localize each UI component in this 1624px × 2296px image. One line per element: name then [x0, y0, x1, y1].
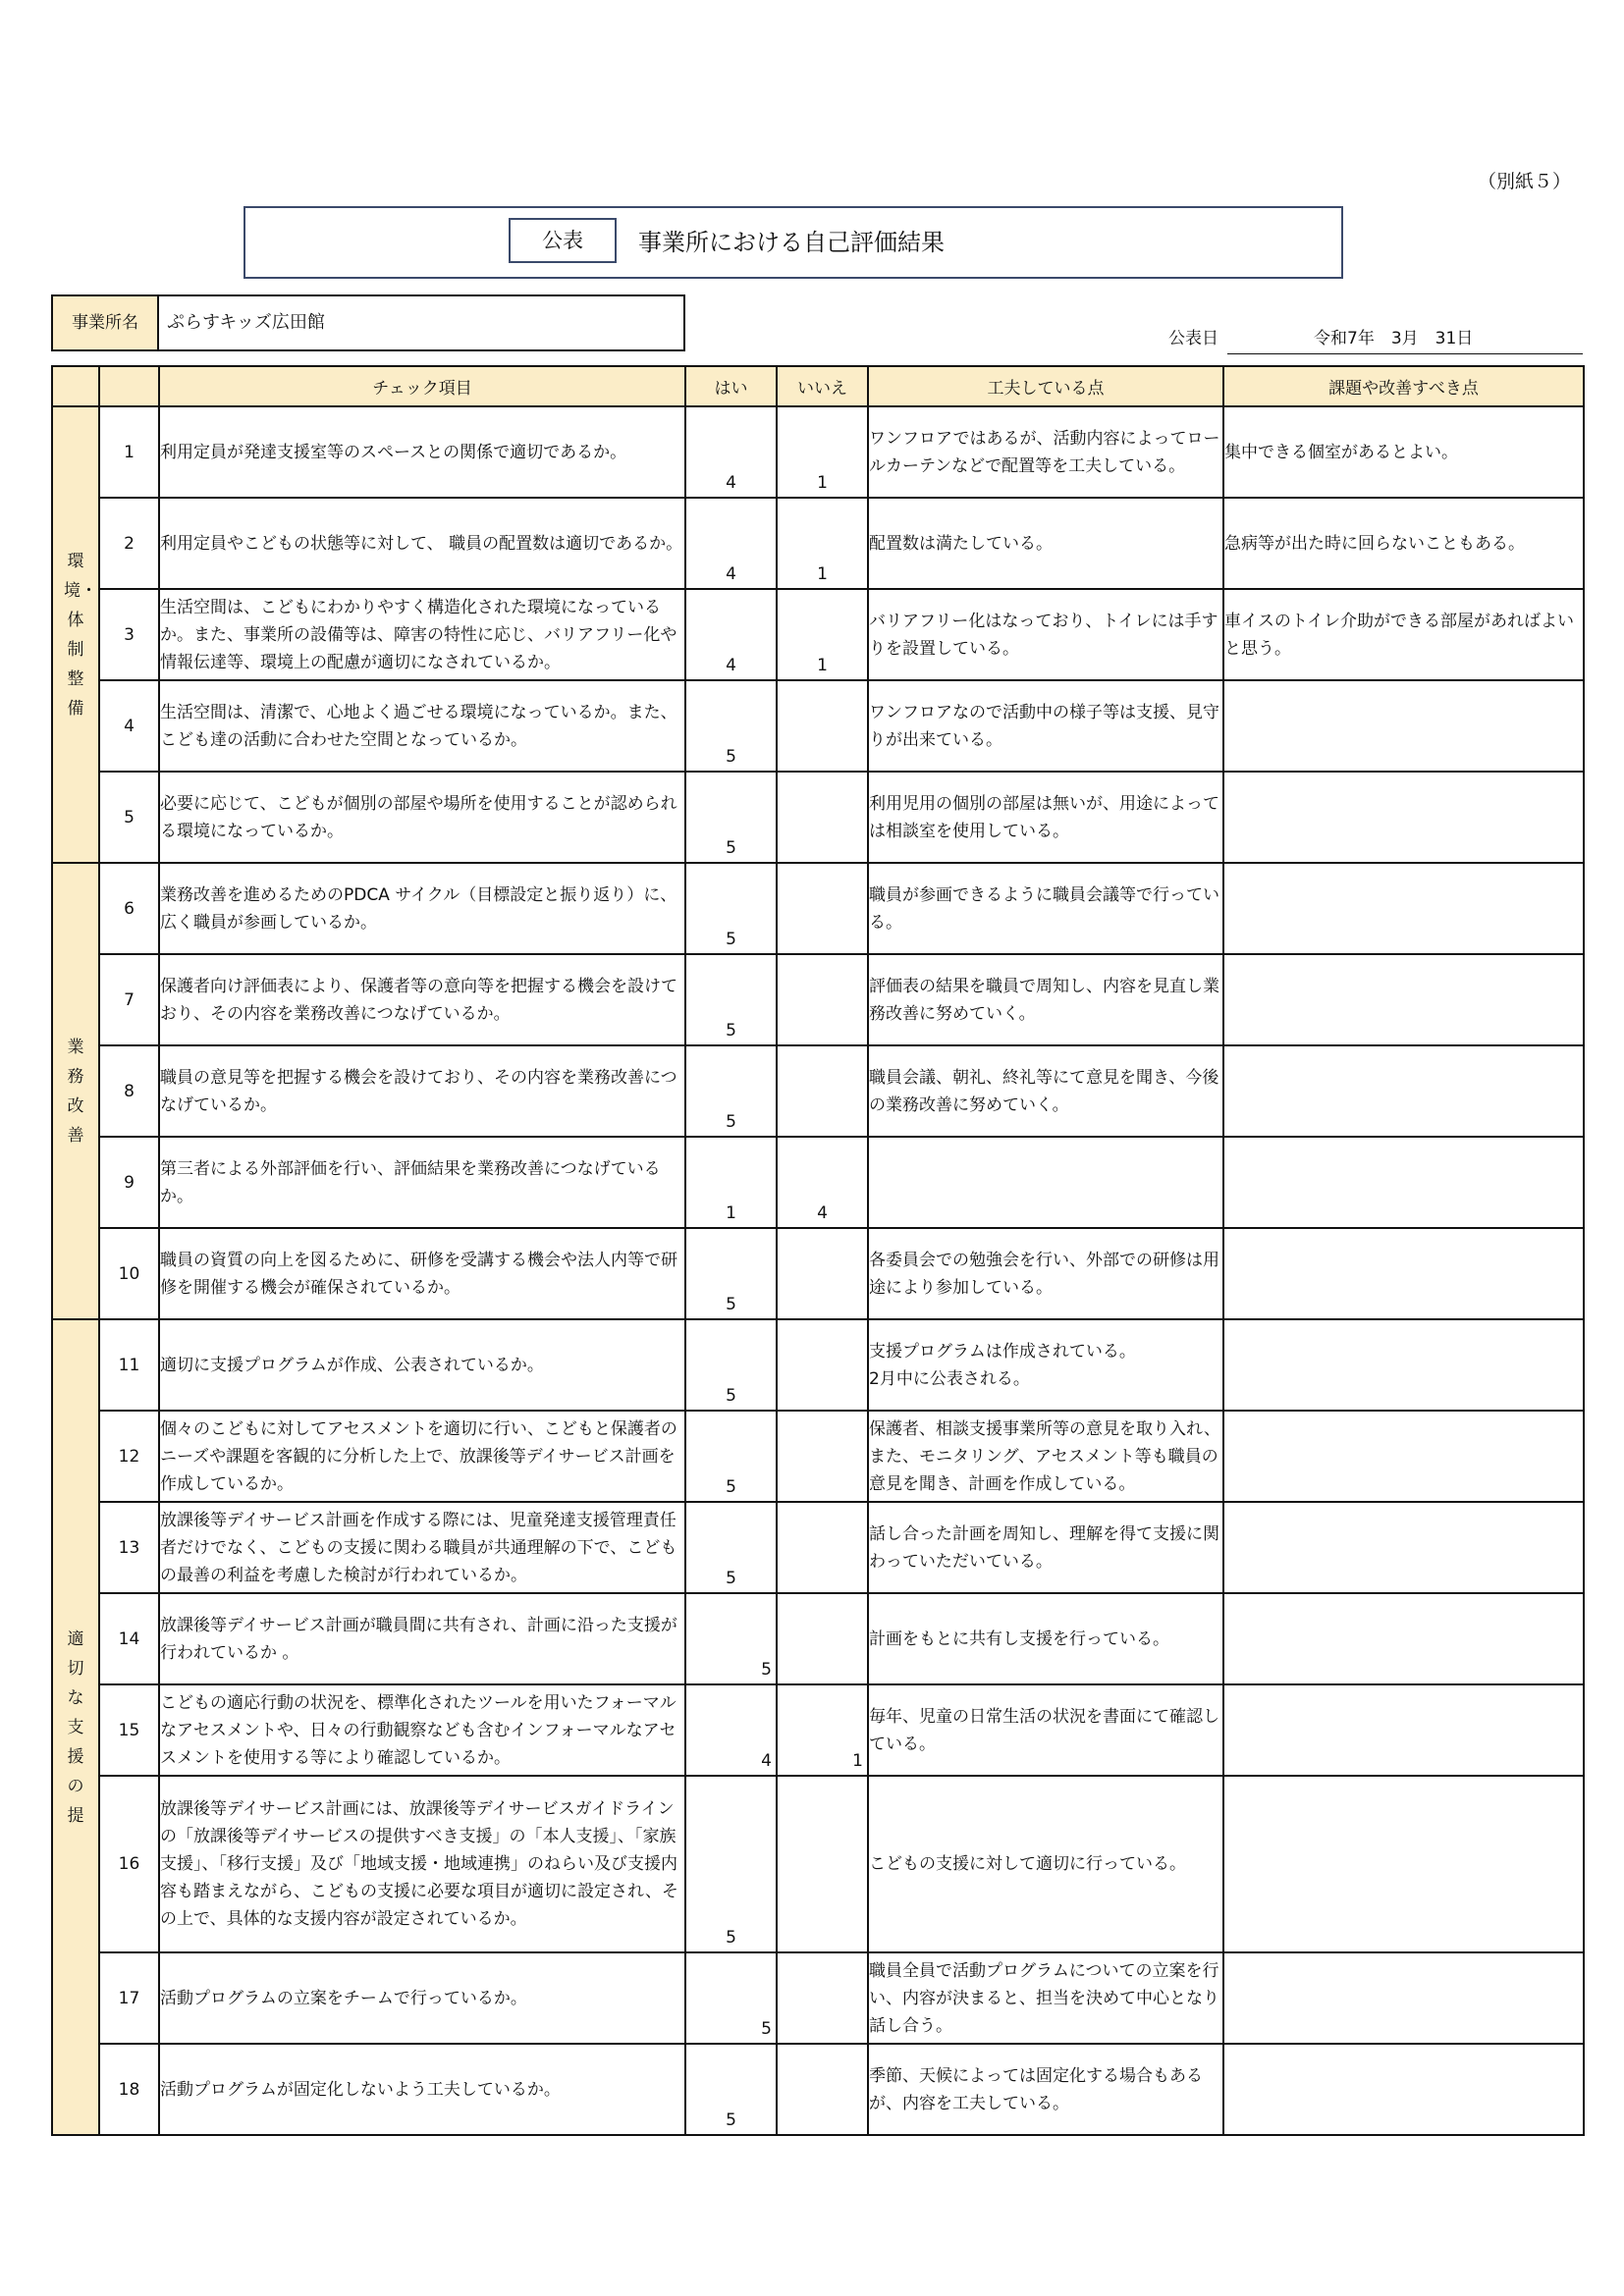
table-row	[52, 1137, 1584, 1228]
category-label: 環境・体制整備	[64, 551, 97, 719]
yes-count: 5	[726, 838, 736, 858]
yes-count-cell	[685, 498, 777, 589]
yes-count-cell	[685, 1411, 777, 1502]
effort-text: 職員会議、朝礼、終礼等にて意見を聞き、今後の業務改善に努めていく。	[868, 1045, 1223, 1137]
row-number: 1	[99, 406, 159, 498]
effort-text: 職員が参画できるように職員会議等で行っている。	[868, 863, 1223, 954]
annex-label: （別紙５）	[1477, 171, 1571, 192]
issue-text	[1223, 1045, 1584, 1137]
check-item: 保護者向け評価表により、保護者等の意向等を把握する機会を設けており、その内容を業務改善につなげているか。	[159, 954, 685, 1045]
issue-text	[1223, 1137, 1584, 1228]
check-item: こどもの適応行動の状況を、標準化されたツールを用いたフォーマルなアセスメントや、日々の行動観察なども含むインフォーマルなアセスメントを使用する等により確認しているか。	[159, 1684, 685, 1776]
page-title: 事業所における自己評価結果	[638, 229, 945, 256]
yes-count: 5	[726, 1295, 736, 1314]
issue-text	[1223, 1952, 1584, 2044]
publication-date: 令和7年 3月 31日	[1314, 329, 1474, 348]
issue-text	[1223, 1228, 1584, 1319]
check-item: 適切に支援プログラムが作成、公表されているか。	[159, 1319, 685, 1411]
table-row	[52, 1952, 1584, 2044]
row-number: 12	[99, 1411, 159, 1502]
no-count-cell	[777, 1502, 868, 1593]
row-number: 13	[99, 1502, 159, 1593]
publication-label: 公表日	[1168, 329, 1218, 348]
row-number: 17	[99, 1952, 159, 2044]
check-item: 必要に応じて、こどもが個別の部屋や場所を使用することが認められる環境になっているか。	[159, 772, 685, 863]
issue-text	[1223, 2044, 1584, 2135]
effort-text: 利用児用の個別の部屋は無いが、用途によっては相談室を使用している。	[868, 772, 1223, 863]
header-issue: 課題や改善すべき点	[1223, 366, 1584, 406]
effort-text	[868, 1137, 1223, 1228]
category-cell	[52, 406, 99, 863]
yes-count-cell	[685, 1952, 777, 2044]
effort-text: 評価表の結果を職員で周知し、内容を見直し業務改善に努めていく。	[868, 954, 1223, 1045]
no-count-cell	[777, 1319, 868, 1411]
publication-underline	[1227, 353, 1583, 354]
yes-count-cell	[685, 1137, 777, 1228]
table-header-row	[52, 366, 1584, 406]
effort-text: 各委員会での勉強会を行い、外部での研修は用途により参加している。	[868, 1228, 1223, 1319]
no-count-cell	[777, 1684, 868, 1776]
yes-count-cell	[685, 1502, 777, 1593]
header-yes: はい	[685, 366, 777, 406]
no-count-cell	[777, 1228, 868, 1319]
no-count: 1	[817, 656, 828, 675]
check-item: 第三者による外部評価を行い、評価結果を業務改善につなげているか。	[159, 1137, 685, 1228]
no-count-cell	[777, 1776, 868, 1952]
issue-text	[1223, 772, 1584, 863]
yes-count-cell	[685, 589, 777, 680]
header-effort: 工夫している点	[868, 366, 1223, 406]
effort-text: 毎年、児童の日常生活の状況を書面にて確認している。	[868, 1684, 1223, 1776]
no-count-cell	[777, 498, 868, 589]
yes-count-cell	[685, 954, 777, 1045]
no-count: 4	[817, 1203, 828, 1223]
yes-count-cell	[685, 1684, 777, 1776]
row-number: 14	[99, 1593, 159, 1684]
row-number: 18	[99, 2044, 159, 2135]
row-number: 2	[99, 498, 159, 589]
effort-text: 季節、天候によっては固定化する場合もあるが、内容を工夫している。	[868, 2044, 1223, 2135]
yes-count: 1	[726, 1203, 736, 1223]
yes-count: 4	[726, 473, 736, 493]
issue-text	[1223, 680, 1584, 772]
no-count-cell	[777, 1411, 868, 1502]
yes-count: 5	[726, 1386, 736, 1406]
row-number: 8	[99, 1045, 159, 1137]
table-row	[52, 1045, 1584, 1137]
table-row	[52, 1319, 1584, 1411]
table-row	[52, 772, 1584, 863]
no-count-cell	[777, 1137, 868, 1228]
table-row	[52, 1228, 1584, 1319]
facility-box	[51, 294, 685, 351]
check-item: 利用定員が発達支援室等のスペースとの関係で適切であるか。	[159, 406, 685, 498]
yes-count-cell	[685, 680, 777, 772]
table-row	[52, 2044, 1584, 2135]
table-row	[52, 954, 1584, 1045]
check-item: 利用定員やこどもの状態等に対して、 職員の配置数は適切であるか。	[159, 498, 685, 589]
yes-count: 4	[726, 656, 736, 675]
row-number: 7	[99, 954, 159, 1045]
title-box	[244, 206, 1343, 279]
check-item: 職員の意見等を把握する機会を設けており、その内容を業務改善につなげているか。	[159, 1045, 685, 1137]
no-count-cell	[777, 1952, 868, 2044]
table-row	[52, 1411, 1584, 1502]
yes-count-cell	[685, 1319, 777, 1411]
row-number: 4	[99, 680, 159, 772]
yes-count-cell	[685, 863, 777, 954]
check-item: 生活空間は、こどもにわかりやすく構造化された環境になっているか。また、事業所の設備等は、障害の特性に応じ、バリアフリー化や情報伝達等、環境上の配慮が適切になされているか。	[159, 589, 685, 680]
row-number: 16	[99, 1776, 159, 1952]
row-number: 11	[99, 1319, 159, 1411]
yes-count: 5	[726, 1569, 736, 1588]
yes-count-cell	[685, 1228, 777, 1319]
effort-text: バリアフリー化はなっており、トイレには手すりを設置している。	[868, 589, 1223, 680]
header-no: いいえ	[777, 366, 868, 406]
issue-text: 車イスのトイレ介助ができる部屋があればよいと思う。	[1223, 589, 1584, 680]
issue-text	[1223, 1593, 1584, 1684]
yes-count-cell	[685, 2044, 777, 2135]
table-row	[52, 1502, 1584, 1593]
yes-count: 5	[761, 2019, 772, 2039]
effort-text: ワンフロアではあるが、活動内容によってロールカーテンなどで配置等を工夫している。	[868, 406, 1223, 498]
yes-count-cell	[685, 1593, 777, 1684]
table-row	[52, 406, 1584, 498]
table-row	[52, 680, 1584, 772]
yes-count: 5	[726, 1477, 736, 1497]
effort-text: 計画をもとに共有し支援を行っている。	[868, 1593, 1223, 1684]
table-row	[52, 1684, 1584, 1776]
issue-text	[1223, 954, 1584, 1045]
table-row	[52, 1776, 1584, 1952]
yes-count: 5	[726, 2110, 736, 2130]
header-category	[52, 366, 99, 406]
check-item: 活動プログラムが固定化しないよう工夫しているか。	[159, 2044, 685, 2135]
no-count-cell	[777, 2044, 868, 2135]
header-item: チェック項目	[159, 366, 685, 406]
category-cell	[52, 1319, 99, 2135]
no-count-cell	[777, 1593, 868, 1684]
check-item: 放課後等デイサービス計画には、放課後等デイサービスガイドラインの「放課後等デイサービスの提供すべき支援」の「本人支援」、「家族支援」、「移行支援」及び「地域支援・地域連携」のねらい及び支援内容も踏まえながら、こどもの支援に必要な項目が適切に設定され、その上で、具体的な支援内容が設定されているか。	[159, 1776, 685, 1952]
no-count-cell	[777, 954, 868, 1045]
row-number: 3	[99, 589, 159, 680]
check-item: 活動プログラムの立案をチームで行っているか。	[159, 1952, 685, 2044]
facility-name: ぷらすキッズ広田館	[167, 312, 325, 333]
self-evaluation-table	[51, 365, 1585, 2136]
effort-text: ワンフロアなので活動中の様子等は支援、見守りが出来ている。	[868, 680, 1223, 772]
yes-count-cell	[685, 772, 777, 863]
check-item: 職員の資質の向上を図るために、研修を受講する機会や法人内等で研修を開催する機会が確保されているか。	[159, 1228, 685, 1319]
yes-count: 5	[726, 930, 736, 949]
facility-label: 事業所名	[53, 296, 159, 349]
header-number	[99, 366, 159, 406]
yes-count: 5	[726, 1021, 736, 1041]
issue-text	[1223, 1502, 1584, 1593]
effort-text: 支援プログラムは作成されている。 2月中に公表される。	[868, 1319, 1223, 1411]
no-count-cell	[777, 1045, 868, 1137]
yes-count: 5	[726, 1112, 736, 1132]
yes-count: 4	[726, 564, 736, 584]
no-count-cell	[777, 406, 868, 498]
yes-count-cell	[685, 1045, 777, 1137]
yes-count: 5	[726, 747, 736, 767]
issue-text	[1223, 863, 1584, 954]
check-item: 放課後等デイサービス計画が職員間に共有され、計画に沿った支援が行われているか 。	[159, 1593, 685, 1684]
no-count-cell	[777, 589, 868, 680]
check-item: 個々のこどもに対してアセスメントを適切に行い、こどもと保護者のニーズや課題を客観的に分析した上で、放課後等デイサービス計画を作成しているか。	[159, 1411, 685, 1502]
yes-count: 5	[761, 1660, 772, 1680]
effort-text: 話し合った計画を周知し、理解を得て支援に関わっていただいている。	[868, 1502, 1223, 1593]
no-count-cell	[777, 772, 868, 863]
no-count-cell	[777, 680, 868, 772]
yes-count-cell	[685, 406, 777, 498]
row-number: 15	[99, 1684, 159, 1776]
issue-text	[1223, 1684, 1584, 1776]
effort-text: 配置数は満たしている。	[868, 498, 1223, 589]
effort-text: 職員全員で活動プログラムについての立案を行い、内容が決まると、担当を決めて中心となり話し合う。	[868, 1952, 1223, 2044]
table-row	[52, 498, 1584, 589]
effort-text: 保護者、相談支援事業所等の意見を取り入れ、また、モニタリング、アセスメント等も職員の意見を聞き、計画を作成している。	[868, 1411, 1223, 1502]
row-number: 9	[99, 1137, 159, 1228]
row-number: 10	[99, 1228, 159, 1319]
no-count: 1	[817, 473, 828, 493]
table-row	[52, 863, 1584, 954]
issue-text	[1223, 1776, 1584, 1952]
yes-count-cell	[685, 1776, 777, 1952]
issue-text: 急病等が出た時に回らないこともある。	[1223, 498, 1584, 589]
row-number: 6	[99, 863, 159, 954]
yes-count: 5	[726, 1928, 736, 1948]
no-count-cell	[777, 863, 868, 954]
check-item: 放課後等デイサービス計画を作成する際には、児童発達支援管理責任者だけでなく、こどもの支援に関わる職員が共通理解の下で、こどもの最善の利益を考慮した検討が行われているか。	[159, 1502, 685, 1593]
category-cell	[52, 863, 99, 1319]
category-label: 業務改善	[67, 1037, 84, 1146]
effort-text: こどもの支援に対して適切に行っている。	[868, 1776, 1223, 1952]
public-badge: 公表	[509, 218, 617, 263]
row-number: 5	[99, 772, 159, 863]
yes-count: 4	[761, 1751, 772, 1771]
category-label: 適切な支援の提	[67, 1629, 84, 1826]
check-item: 生活空間は、清潔で、心地よく過ごせる環境になっているか。また、こども達の活動に合わせた空間となっているか。	[159, 680, 685, 772]
table-row	[52, 1593, 1584, 1684]
issue-text	[1223, 1319, 1584, 1411]
table-row	[52, 589, 1584, 680]
no-count: 1	[852, 1751, 863, 1771]
issue-text: 集中できる個室があるとよい。	[1223, 406, 1584, 498]
issue-text	[1223, 1411, 1584, 1502]
no-count: 1	[817, 564, 828, 584]
check-item: 業務改善を進めるためのPDCA サイクル（目標設定と振り返り）に、広く職員が参画しているか。	[159, 863, 685, 954]
